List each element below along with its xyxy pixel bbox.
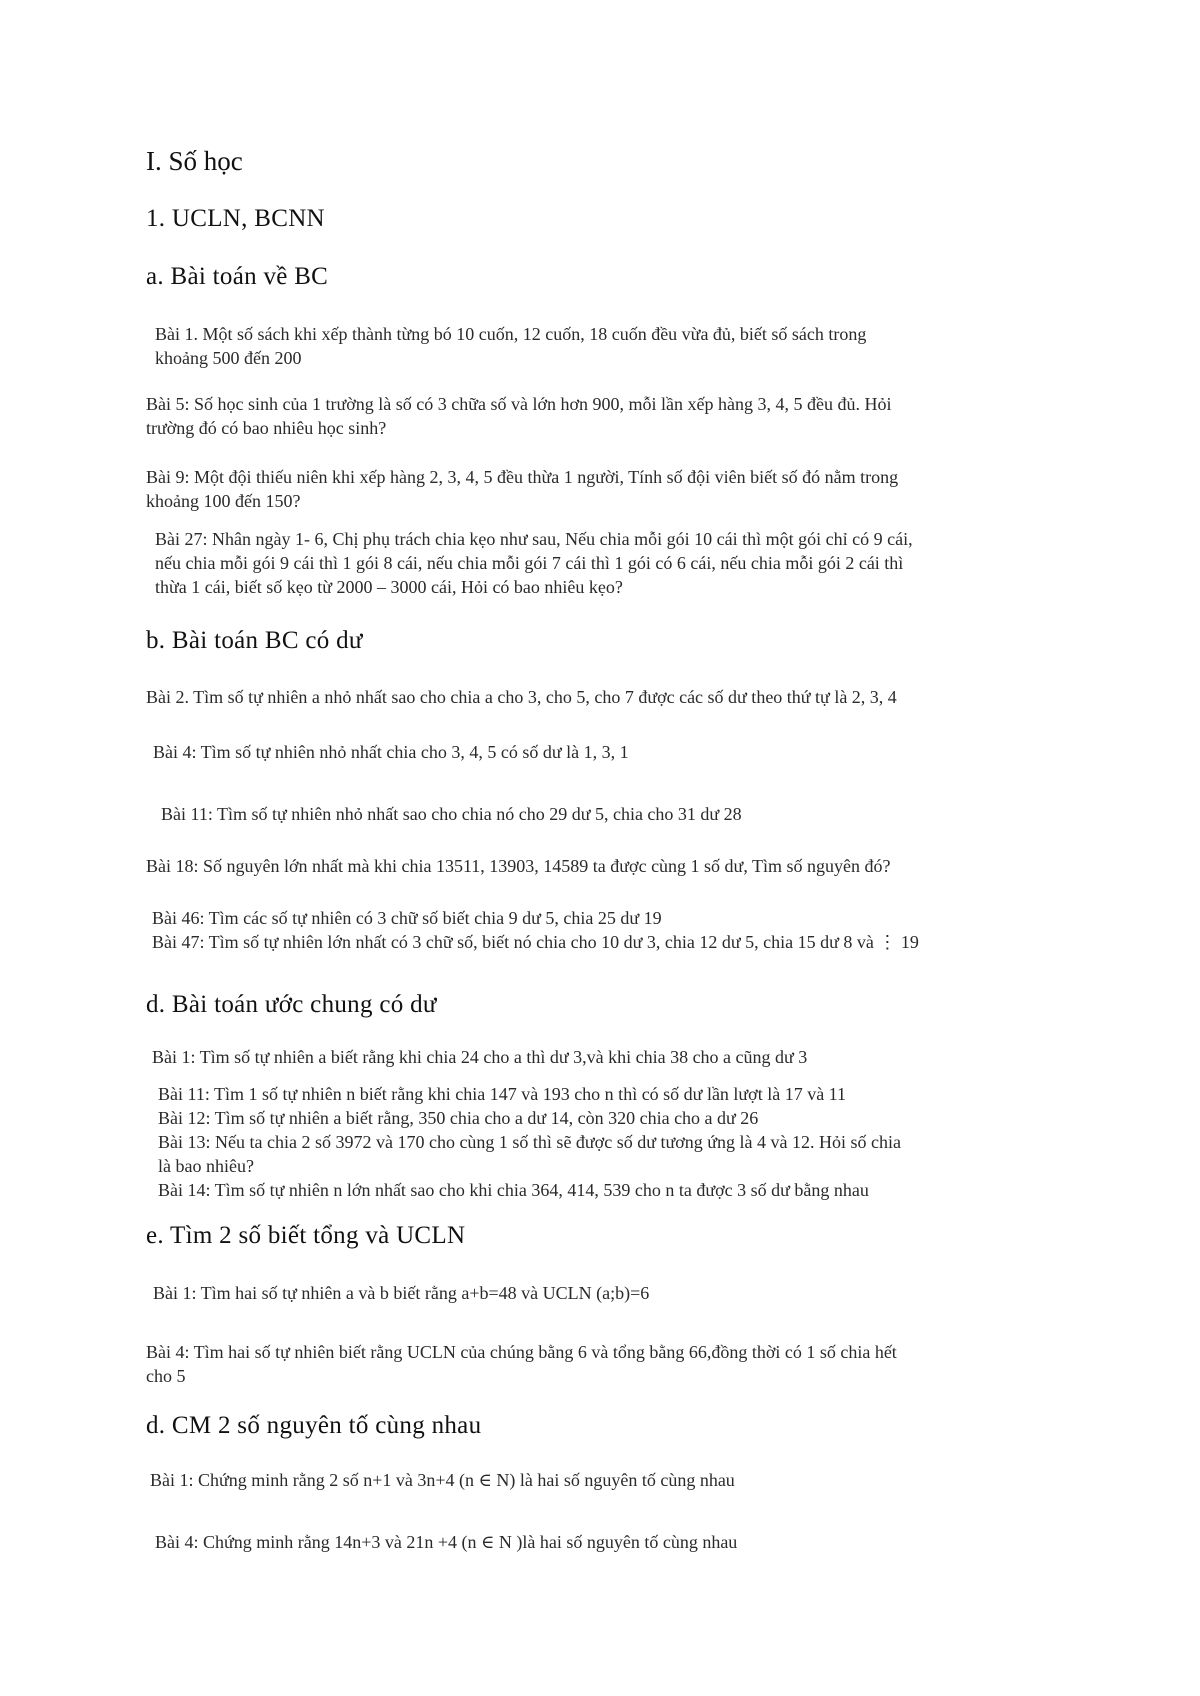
problem-line: Bài 46: Tìm các số tự nhiên có 3 chữ số biết chia 9 dư 5, chia 25 dư 19 xyxy=(152,908,662,928)
problem-line: khoảng 500 đến 200 xyxy=(155,348,302,368)
problem-line: nếu chia mỗi gói 9 cái thì 1 gói 8 cái, nếu chia mỗi gói 7 cái thì 1 gói có 6 cái, nếu chia mỗi gói 2 cái thì xyxy=(155,553,904,573)
problem-line: Bài 11: Tìm số tự nhiên nhỏ nhất sao cho chia nó cho 29 dư 5, chia cho 31 dư 28 xyxy=(161,804,742,824)
problem-d2-4 xyxy=(155,1530,1025,1554)
problem-line: Bài 9: Một đội thiếu niên khi xếp hàng 2, 3, 4, 5 đều thừa 1 người, Tính số đội viên biết số đó nằm trong xyxy=(146,467,899,487)
problem-line: Bài 4: Tìm hai số tự nhiên biết rằng UCLN của chúng bằng 6 và tổng bằng 66,đồng thời có 1 số chia hết xyxy=(146,1342,897,1362)
problem-line: Bài 11: Tìm 1 số tự nhiên n biết rằng khi chia 147 và 193 cho n thì có số dư lần lượt là 17 và 11 xyxy=(158,1084,847,1104)
problem-line: khoảng 100 đến 150? xyxy=(146,491,301,511)
problem-line: Bài 47: Tìm số tự nhiên lớn nhất có 3 chữ số, biết nó chia cho 10 dư 3, chia 12 dư 5, chia 15 dư 8 và ⋮ 19 xyxy=(152,932,919,952)
problem-e-1 xyxy=(153,1281,1023,1305)
subsection-heading-d-cm: d. CM 2 số nguyên tố cùng nhau xyxy=(146,1412,482,1439)
problem-b-11 xyxy=(161,802,1031,826)
subsection-heading-d-uoc-chung: d. Bài toán ước chung có dư xyxy=(146,991,437,1018)
subsection-heading-b: b. Bài toán BC có dư xyxy=(146,627,363,654)
problem-a-5 xyxy=(146,392,1016,440)
problem-line: Bài 2. Tìm số tự nhiên a nhỏ nhất sao cho chia a cho 3, cho 5, cho 7 được các số dư theo thứ tự là 2, 3, 4 xyxy=(146,687,897,707)
problem-line: Bài 14: Tìm số tự nhiên n lớn nhất sao cho khi chia 364, 414, 539 cho n ta được 3 số dư bằng nhau xyxy=(158,1180,869,1200)
problem-b-4 xyxy=(153,740,1023,764)
problem-line: thừa 1 cái, biết số kẹo từ 2000 – 3000 cái, Hỏi có bao nhiêu kẹo? xyxy=(155,577,623,597)
problem-d2-1 xyxy=(150,1468,1020,1492)
problem-a-9 xyxy=(146,465,1016,513)
problem-d1-11-14 xyxy=(158,1082,1028,1202)
problem-line: là bao nhiêu? xyxy=(158,1156,254,1176)
problem-line: Bài 4: Chứng minh rằng 14n+3 và 21n +4 (n ∈ N )là hai số nguyên tố cùng nhau xyxy=(155,1532,738,1552)
problem-line: Bài 1: Chứng minh rằng 2 số n+1 và 3n+4 (n ∈ N) là hai số nguyên tố cùng nhau xyxy=(150,1470,735,1490)
problem-line: trường đó có bao nhiêu học sinh? xyxy=(146,418,387,438)
problem-b-46-47 xyxy=(152,906,1022,954)
problem-line: Bài 12: Tìm số tự nhiên a biết rằng, 350 chia cho a dư 14, còn 320 chia cho a dư 26 xyxy=(158,1108,759,1128)
page-title: I. Số học xyxy=(146,146,243,176)
problem-line: Bài 1: Tìm hai số tự nhiên a và b biết rằng a+b=48 và UCLN (a;b)=6 xyxy=(153,1283,650,1303)
problem-line: Bài 4: Tìm số tự nhiên nhỏ nhất chia cho 3, 4, 5 có số dư là 1, 3, 1 xyxy=(153,742,629,762)
problem-a-27 xyxy=(155,527,1025,599)
problem-b-18 xyxy=(146,854,1016,878)
problem-d1-1 xyxy=(152,1045,1022,1069)
problem-a-1 xyxy=(155,322,1025,370)
subsection-heading-e: e. Tìm 2 số biết tổng và UCLN xyxy=(146,1222,466,1249)
section-heading-ucln-bcnn: 1. UCLN, BCNN xyxy=(146,205,325,232)
problem-line: cho 5 xyxy=(146,1366,186,1386)
problem-e-4 xyxy=(146,1340,1016,1388)
problem-line: Bài 5: Số học sinh của 1 trường là số có 3 chữa số và lớn hơn 900, mỗi lần xếp hàng 3, 4, 5 đều đủ. Hỏi xyxy=(146,394,892,414)
problem-b-2 xyxy=(146,685,1016,709)
problem-line: Bài 1: Tìm số tự nhiên a biết rằng khi chia 24 cho a thì dư 3,và khi chia 38 cho a cũng dư 3 xyxy=(152,1047,808,1067)
problem-line: Bài 1. Một số sách khi xếp thành từng bó 10 cuốn, 12 cuốn, 18 cuốn đều vừa đủ, biết số sách trong xyxy=(155,324,867,344)
problem-line: Bài 18: Số nguyên lớn nhất mà khi chia 13511, 13903, 14589 ta được cùng 1 số dư, Tìm số nguyên đó? xyxy=(146,856,891,876)
subsection-heading-a: a. Bài toán về BC xyxy=(146,263,329,290)
problem-line: Bài 27: Nhân ngày 1- 6, Chị phụ trách chia kẹo như sau, Nếu chia mỗi gói 10 cái thì một gói chỉ có 9 cái, xyxy=(155,529,913,549)
problem-line: Bài 13: Nếu ta chia 2 số 3972 và 170 cho cùng 1 số thì sẽ được số dư tương ứng là 4 và 12. Hỏi số chia xyxy=(158,1132,901,1152)
